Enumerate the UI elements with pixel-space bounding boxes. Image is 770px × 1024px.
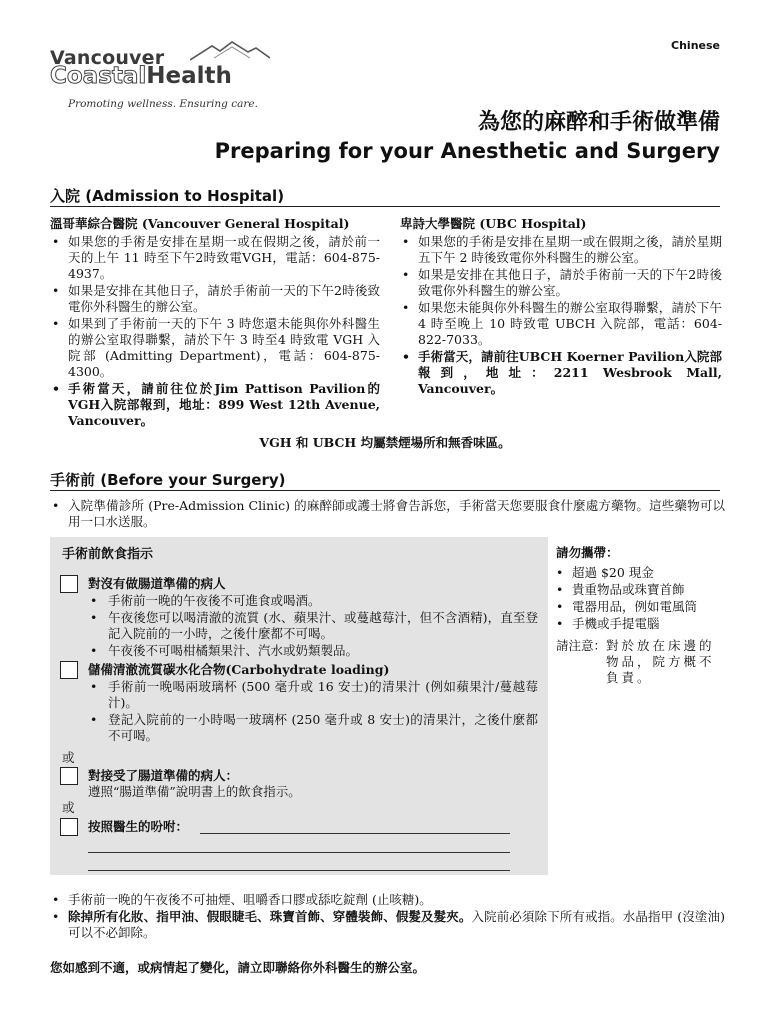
vgh-heading: 溫哥華綜合醫院 (Vancouver General Hospital) xyxy=(50,216,350,231)
option1 xyxy=(88,576,538,660)
page-title-zh: 為您的麻醉和手術做準備 xyxy=(477,110,720,135)
mountain-icon xyxy=(190,40,270,62)
doctor-instructions-line[interactable] xyxy=(88,870,510,871)
contact-notice: 您如感到不適，或病情起了變化，請立即聯絡你外科醫生的辦公室。 xyxy=(50,960,426,975)
list-item: • 如果您的手術是安排在星期一或在假期之後，請於前一天的上午 11 時至下午2時致電VGH，電話：604-875-4937。 xyxy=(50,234,380,282)
admission-heading: 入院 (Admission to Hospital) xyxy=(50,188,720,207)
logo-tagline: Promoting wellness. Ensuring care. xyxy=(68,98,258,110)
note-label: 請注意： xyxy=(556,638,607,653)
after-instructions xyxy=(50,892,725,942)
do-not-bring-box xyxy=(552,537,726,875)
list-item: • 如果到了手術前一天的下午 3 時您還未能與你外科醫生的辦公室取得聯繫，請於下午 3 時至4 時致電 VGH 入院部 (Admitting Department)，電話：604-875-4300。 xyxy=(50,316,380,380)
list-item: • 如果您未能與你外科醫生的辦公室取得聯繫，請於下午 4 時至晚上 10 時致電 UBCH 入院部，電話：604-822-7033。 xyxy=(400,300,722,348)
note xyxy=(556,638,726,686)
before-intro xyxy=(50,498,725,531)
diet-instructions-box xyxy=(50,537,548,875)
option2 xyxy=(88,662,538,745)
language-label: Chinese xyxy=(671,39,720,52)
ubc-heading: 卑詩大學醫院 (UBC Hospital) xyxy=(400,216,587,231)
list-item: • 登記入院前的一小時喝一玻璃杯 (250 毫升或 8 安士)的清果汁，之後什麼都不可喝。 xyxy=(88,712,538,744)
list-item: • 除掉所有化妝、指甲油、假眼睫毛、珠寶首飾、穿體裝飾、假髮及髮夾。入院前必須除下所有戒指。水晶指甲 (沒塗油) 可以不必卸除。 xyxy=(50,909,725,941)
list-item: • 如果您的手術是安排在星期一或在假期之後，請於星期五下午 2 時後致電你外科醫生的辦公室。 xyxy=(400,234,722,266)
no-smoking-notice: VGH 和 UBCH 均屬禁煙場所和無香味區。 xyxy=(259,435,511,450)
list-item: • 入院準備診所 (Pre-Admission Clinic) 的麻醉師或護士將會告訴您，手術當天您要服食什麼處方藥物。這些藥物可以用一口水送服。 xyxy=(50,498,725,530)
list-item: • 貴重物品或珠寶首飾 xyxy=(554,582,726,598)
ubc-column xyxy=(400,216,722,398)
do-not-bring-heading: 請勿攜帶： xyxy=(556,545,619,560)
doctor-instructions-line[interactable] xyxy=(200,833,510,834)
list-item: • 手術當天，請前往位於Jim Pattison Pavilion的VGH入院部報到，地址：899 West 12th Avenue, Vancouver。 xyxy=(50,381,380,429)
list-item: • 如果是安排在其他日子，請於手術前一天的下午2時後致電你外科醫生的辦公室。 xyxy=(50,283,380,315)
option2-title: 儲備清澈流質碳水化合物(Carbohydrate loading) xyxy=(88,662,390,677)
diet-heading: 手術前飲食指示 xyxy=(62,547,154,562)
note-text: 對於放在床邊的物品，院方概不負責。 xyxy=(606,638,715,685)
list-item: • 如果是安排在其他日子，請於手術前一天的下午2時後致電你外科醫生的辦公室。 xyxy=(400,267,722,299)
vgh-column xyxy=(50,216,380,430)
logo-line1: Vancouver xyxy=(50,47,165,69)
list-item: • 手術當天，請前往UBCH Koerner Pavilion入院部報到，地址：2211 Wesbrook Mall, Vancouver。 xyxy=(400,349,722,397)
logo-line2: CoastalHealth xyxy=(50,63,232,89)
option4-title: 按照醫生的吩咐： xyxy=(88,819,189,834)
list-item: • 手術前一晚喝兩玻璃杯 (500 毫升或 16 安士)的清果汁 (例如蘋果汁/蔓越莓汁)。 xyxy=(88,679,538,711)
option3-text: 遵照“腸道準備”說明書上的飲食指示。 xyxy=(88,784,301,799)
or-label: 或 xyxy=(62,750,75,765)
page-title-en: Preparing for your Anesthetic and Surgery xyxy=(214,139,720,163)
list-item: • 手機或手提電腦 xyxy=(554,616,726,632)
before-heading: 手術前 (Before your Surgery) xyxy=(50,472,720,491)
list-item: • 午夜後您可以喝清澈的流質 (水、蘋果汁、或蔓越莓汁，但不含酒精)，直至登記入院前的一小時，之後什麼都不可喝。 xyxy=(88,610,538,642)
list-item: • 超過 $20 現金 xyxy=(554,565,726,581)
doctor-instructions-line[interactable] xyxy=(88,852,510,853)
option3-checkbox[interactable] xyxy=(60,767,78,785)
or-label: 或 xyxy=(62,800,75,815)
option3-title: 對接受了腸道準備的病人： xyxy=(88,768,239,783)
option1-checkbox[interactable] xyxy=(60,575,78,593)
list-item: • 手術前一晚的午夜後不可抽煙、咀嚼香口膠或舔吃錠劑 (止咳糖)。 xyxy=(50,892,725,908)
option4-checkbox[interactable] xyxy=(60,818,78,836)
option1-title: 對沒有做腸道準備的病人 xyxy=(88,576,226,591)
list-item: • 手術前一晚的午夜後不可進食或喝酒。 xyxy=(88,593,538,609)
option2-checkbox[interactable] xyxy=(60,661,78,679)
list-item: • 午夜後不可喝柑橘類果汁、汽水或奶類製品。 xyxy=(88,643,538,659)
vch-logo xyxy=(50,40,290,110)
list-item: • 電器用品，例如電風筒 xyxy=(554,599,726,615)
option3 xyxy=(88,768,538,800)
